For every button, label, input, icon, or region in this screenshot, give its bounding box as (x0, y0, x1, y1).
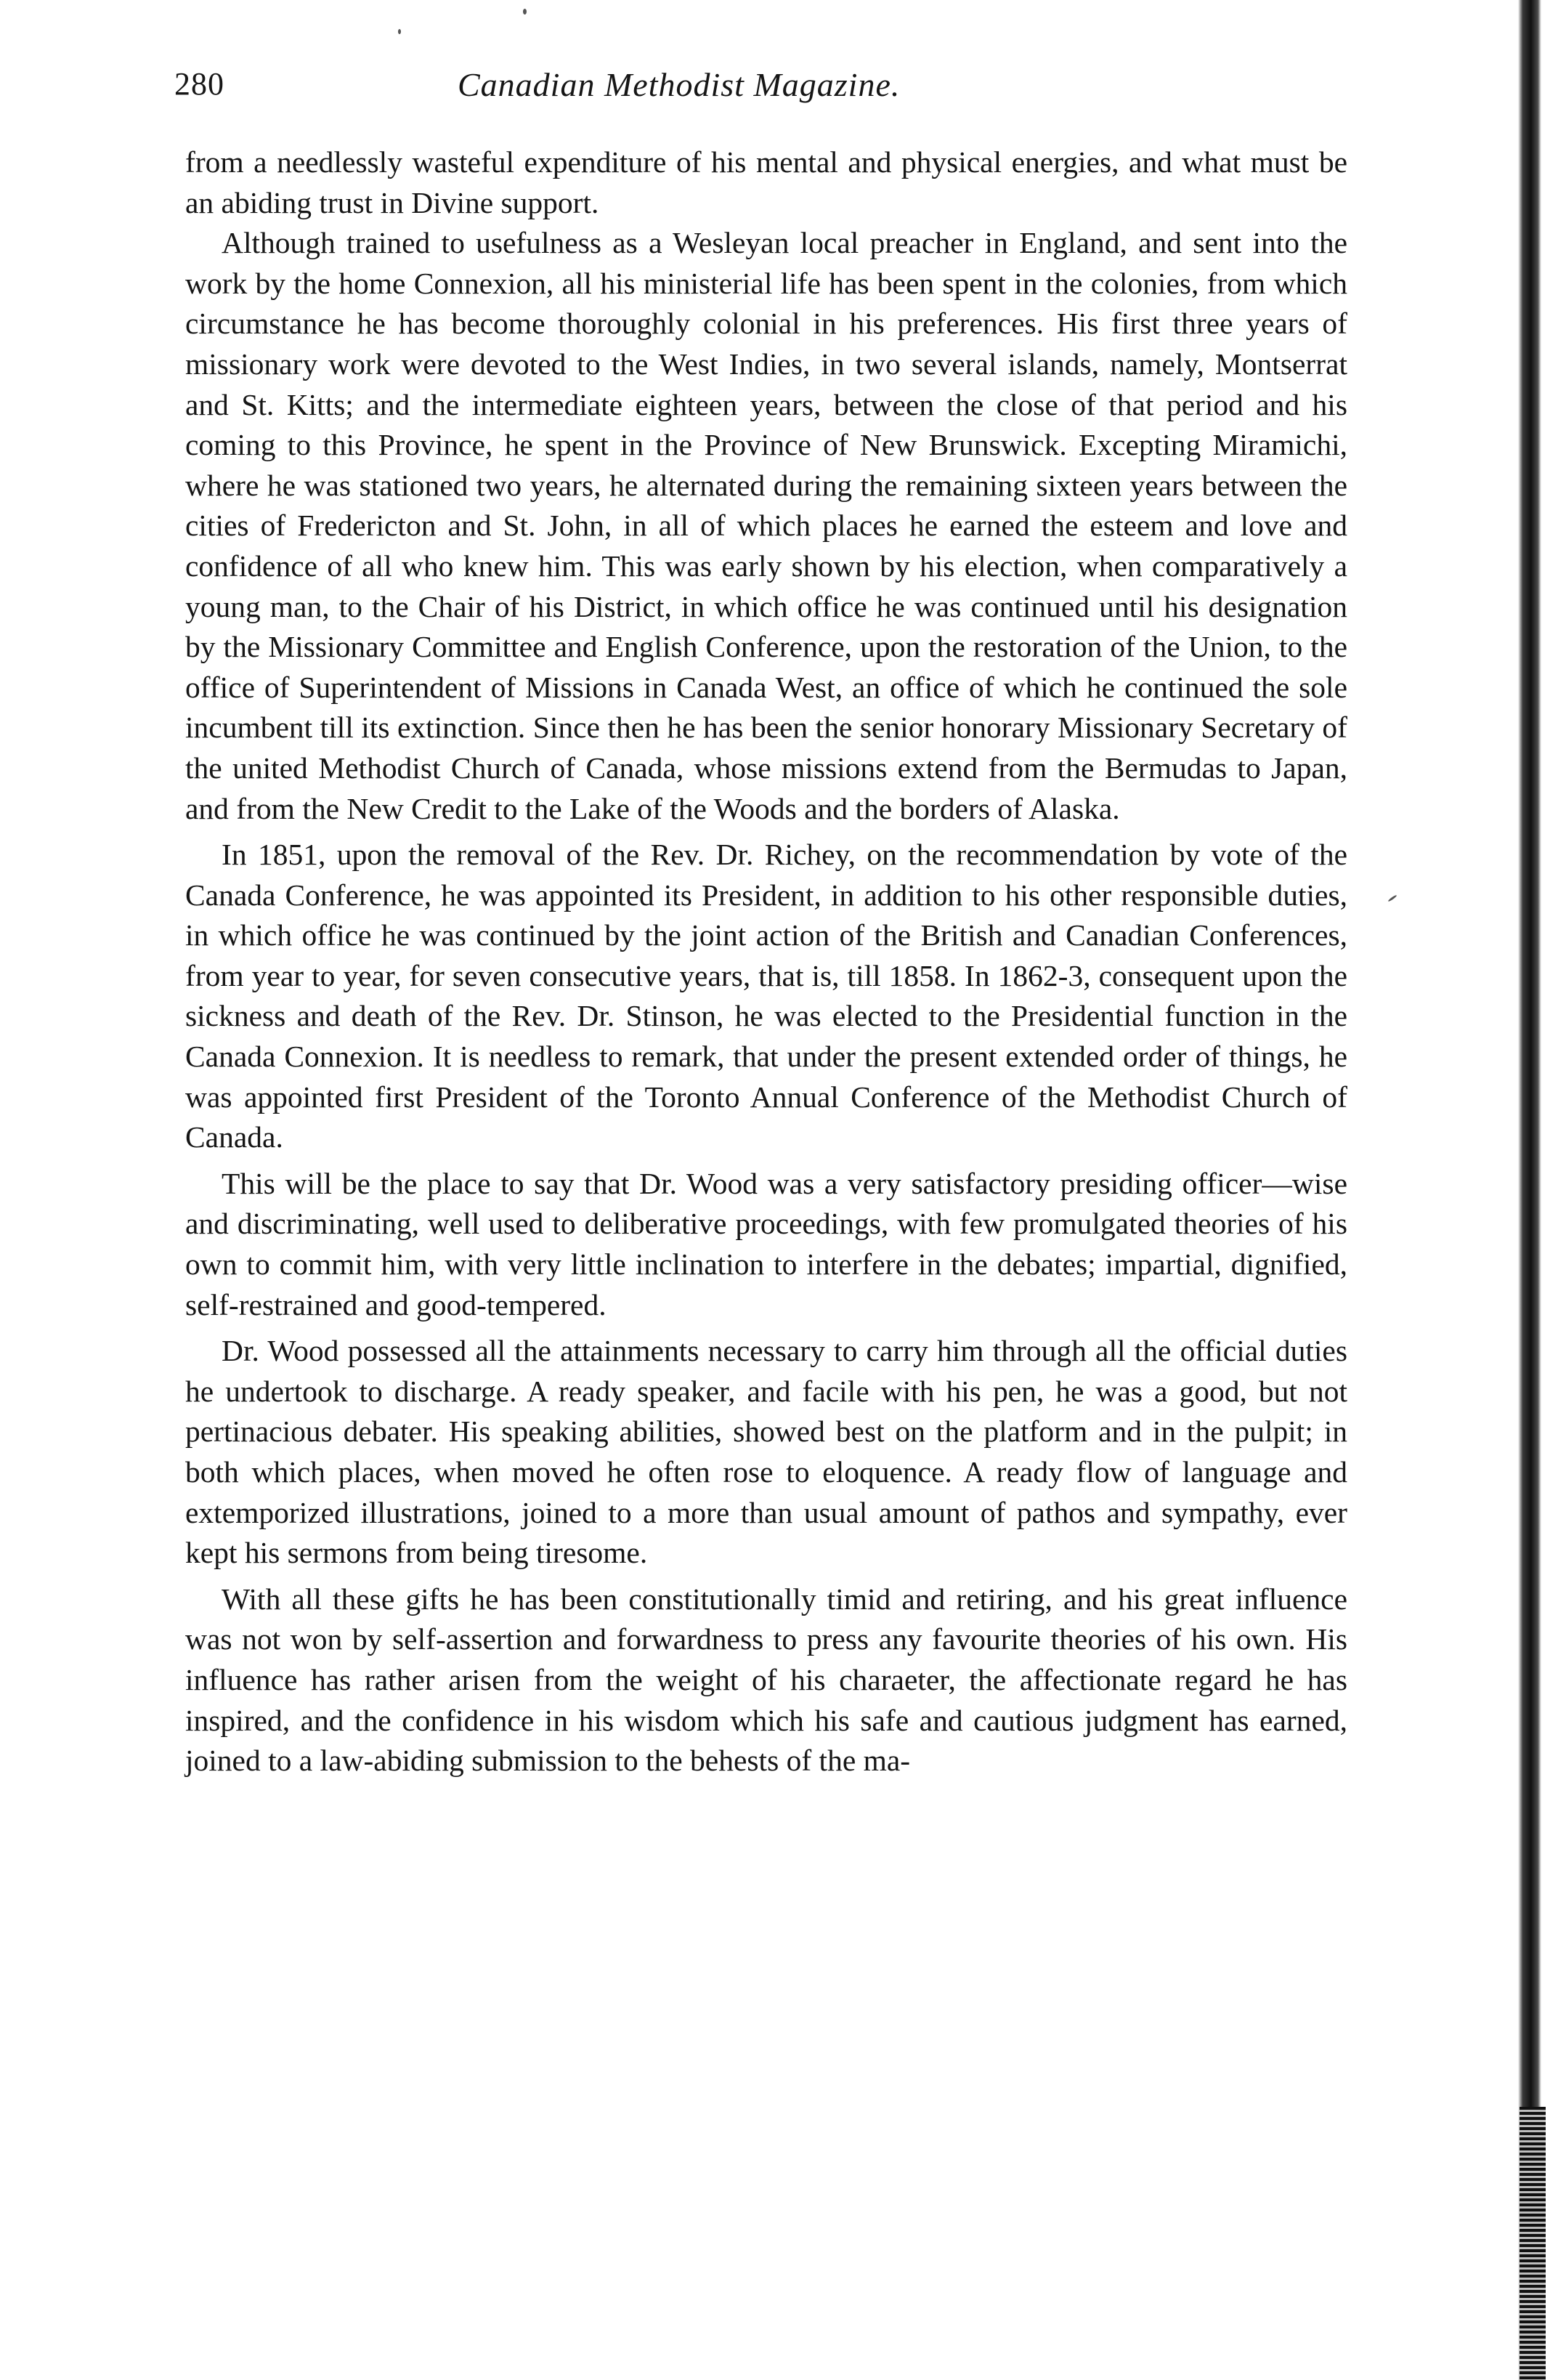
scan-speck (1387, 894, 1397, 902)
article-body (185, 142, 1347, 1781)
scan-edge-shadow (1518, 0, 1541, 2380)
paragraph-continuation: from a needlessly wasteful expenditure of his mental and physical energies, and what must be an abiding trust in Divine support. (185, 145, 1347, 219)
journal-title: Canadian Methodist Magazine. (458, 66, 901, 103)
scan-speck (398, 29, 401, 34)
paragraph-attainments: Dr. Wood possessed all the attainments necessary to carry him through all the official duties he undertook to discharge. A ready speaker, and facile with his pen, he was a good, but not pertinacious debater. His speaking abilities, showed best on the platform and in the pulpit; in both which places, when moved he often rose to eloquence. A ready flow of language and extemporized illustrations, joined to a more than usual amount of pathos and sympathy, ever kept his sermons from being tiresome. (185, 1334, 1347, 1570)
paragraph-presiding-officer: This will be the place to say that Dr. Wood was a very satisfactory presiding officer—wise and discriminating, well used to deliberative proceedings, with few promulgated theories of his own to commit him, with very little inclination to interfere in the debates; impartial, dignified, self-restrained and good-tempered. (185, 1166, 1347, 1321)
running-head (174, 65, 1351, 124)
paragraph-character: With all these gifts he has been constitutionally timid and retiring, and his great influence was not won by self-assertion and forwardness to press any favourite theories of his own. His influence has rather arisen from the weight of his charaeter, the affectionate regard he has inspired, and the confidence in his wisdom which his safe and cautious judgment has earned, joined to a law-abiding submission to the behests of the ma- (185, 1582, 1347, 1778)
paragraph-presidency: In 1851, upon the removal of the Rev. Dr. Richey, on the recommendation by vote of the Canada Conference, he was appointed its President, in addition to his other responsible duties, in which office he was continued by the joint action of the British and Canadian Conferences, from year to year, for seven consecutive years, that is, till 1858. In 1862-3, consequent upon the sickness and death of the Rev. Dr. Stinson, he was elected to the Presidential function in the Canada Connexion. It is needless to remark, that under the present extended order of things, he was appointed first President of the Toronto Annual Conference of the Methodist Church of Canada. (185, 838, 1347, 1154)
scan-speck (523, 9, 527, 15)
page-number: 280 (174, 66, 224, 102)
scan-edge-noise (1520, 2107, 1546, 2380)
paragraph-colonial-career: Although trained to usefulness as a Wesleyan local preacher in England, and sent into the work by the home Connexion, all his ministerial life has been spent in the colonies, from which circumstance he has become thoroughly colonial in his preferences. His first three years of missionary work were devoted to the West Indies, in two several islands, namely, Montserrat and St. Kitts; and the intermediate eighteen years, between the close of that period and his coming to this Province, he spent in the Province of New Brunswick. Excepting Miramichi, where he was stationed two years, he alternated during the remaining sixteen years between the cities of Fredericton and St. John, in all of which places he earned the esteem and love and confidence of all who knew him. This was early shown by his election, when comparatively a young man, to the Chair of his District, in which office he was continued until his designation by the Missionary Committee and English Conference, upon the restoration of the Union, to the office of Superintendent of Missions in Canada West, an office of which he continued the sole incumbent till its extinction. Since then he has been the senior honorary Missionary Secretary of the united Methodist Church of Canada, whose missions extend from the Bermudas to Japan, and from the New Credit to the Lake of the Woods and the borders of Alaska. (185, 226, 1347, 825)
